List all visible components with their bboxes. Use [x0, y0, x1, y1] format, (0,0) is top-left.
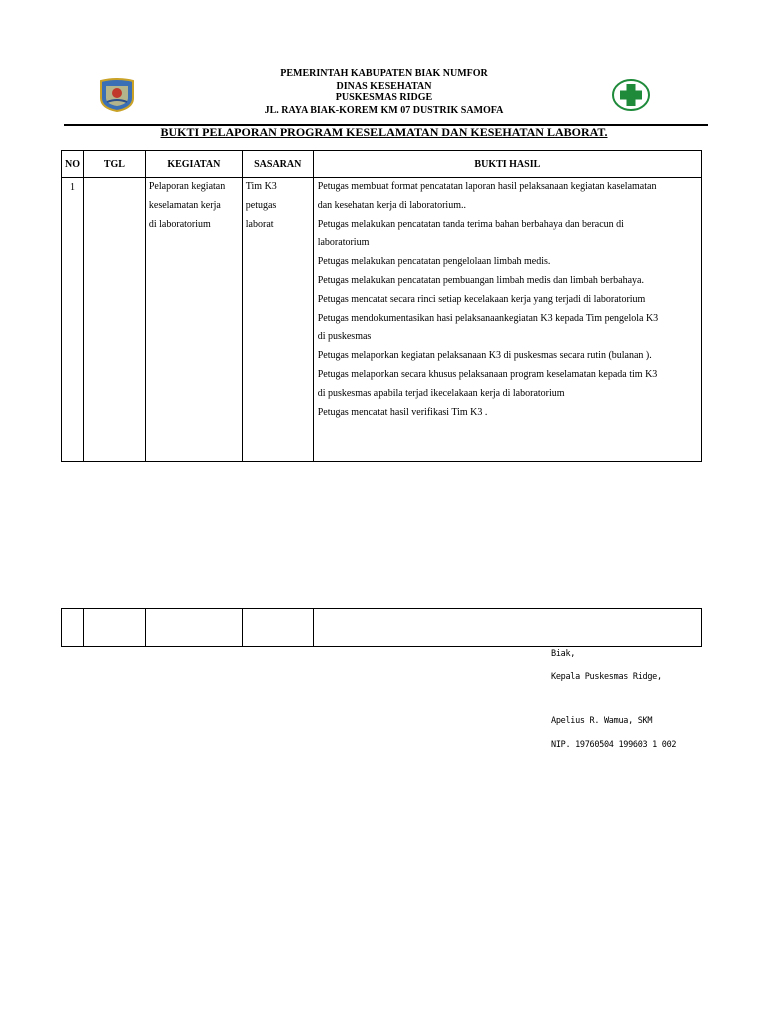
header-department: DINAS KESEHATAN	[336, 81, 432, 92]
health-cross-icon	[611, 78, 651, 112]
bukti-line: di puskesmas	[317, 331, 372, 343]
bukti-line: dan kesehatan kerja di laboratorium..	[317, 199, 466, 211]
header-no: NO	[62, 151, 84, 178]
bukti-line: Petugas melaporkan kegiatan pelaksanaan K3 di puskesmas secara rutin (bulanan ).	[317, 350, 652, 362]
empty-cell	[242, 609, 313, 647]
signature-position: Kepala Puskesmas Ridge,	[551, 672, 662, 682]
sasaran-line: Tim K3	[245, 181, 277, 192]
kegiatan-line: keselamatan kerja	[148, 199, 221, 211]
document-title: BUKTI PELAPORAN PROGRAM KESELAMATAN DAN KESEHATAN LABORAT.	[160, 125, 608, 139]
bukti-line: Petugas melakukan pencatatan pembuangan limbah medis dan limbah berbahaya.	[317, 274, 644, 286]
kegiatan-line: di laboratorium	[148, 218, 211, 230]
continuation-table	[61, 608, 702, 647]
header-puskesmas: PUSKESMAS RIDGE	[335, 92, 433, 103]
bukti-line: Petugas melakukan pencatatan tanda terima bahan berbahaya dan beracun di	[317, 218, 624, 230]
bukti-line: di puskesmas apabila terjad ikecelakaan kerja di laboratorium	[317, 387, 565, 399]
bukti-line: Petugas membuat format pencatatan laporan hasil pelaksanaan kegiatan kaselamatan	[317, 181, 657, 192]
empty-cell	[145, 609, 242, 647]
cell-no	[62, 178, 84, 462]
table-header-row	[62, 151, 702, 178]
cell-bukti-hasil	[313, 178, 701, 462]
bukti-line: Petugas mencatat hasil verifikasi Tim K3 .	[317, 406, 488, 418]
signature-name: Apelius R. Wamua, SKM	[551, 716, 653, 726]
signature-nip: NIP. 19760504 199603 1 002	[551, 740, 677, 750]
row-number: 1	[69, 182, 75, 193]
empty-cell	[313, 609, 701, 647]
cell-tgl	[83, 178, 145, 462]
bukti-line: laboratorium	[317, 237, 370, 249]
header-government: PEMERINTAH KABUPATEN BIAK NUMFOR	[280, 68, 488, 79]
sasaran-line: petugas	[245, 199, 277, 211]
header-kegiatan: KEGIATAN	[145, 151, 242, 178]
bukti-line: Petugas melaporkan secara khusus pelaksanaan program keselamatan kepada tim K3	[317, 368, 658, 380]
header-bukti-hasil: BUKTI HASIL	[313, 151, 701, 178]
table-row	[62, 178, 702, 462]
header-sasaran: SASARAN	[242, 151, 313, 178]
empty-cell	[62, 609, 84, 647]
kegiatan-line: Pelaporan kegiatan	[148, 181, 226, 192]
empty-cell	[83, 609, 145, 647]
cell-sasaran	[242, 178, 313, 462]
table-row	[62, 609, 702, 647]
cell-kegiatan	[145, 178, 242, 462]
bukti-line: Petugas mendokumentasikan hasi pelaksanaankegiatan K3 kepada Tim pengelola K3	[317, 312, 659, 324]
signature-place: Biak,	[551, 649, 576, 659]
report-table	[61, 150, 702, 462]
bukti-line: Petugas melakukan pencatatan pengelolaan limbah medis.	[317, 256, 551, 268]
bukti-line: Petugas mencatat secara rinci setiap kecelakaan kerja yang terjadi di laboratorium	[317, 293, 646, 305]
sasaran-line: laborat	[245, 218, 274, 230]
header-tgl: TGL	[83, 151, 145, 178]
header-address: JL. RAYA BIAK-KOREM KM 07 DUSTRIK SAMOFA	[264, 105, 504, 116]
